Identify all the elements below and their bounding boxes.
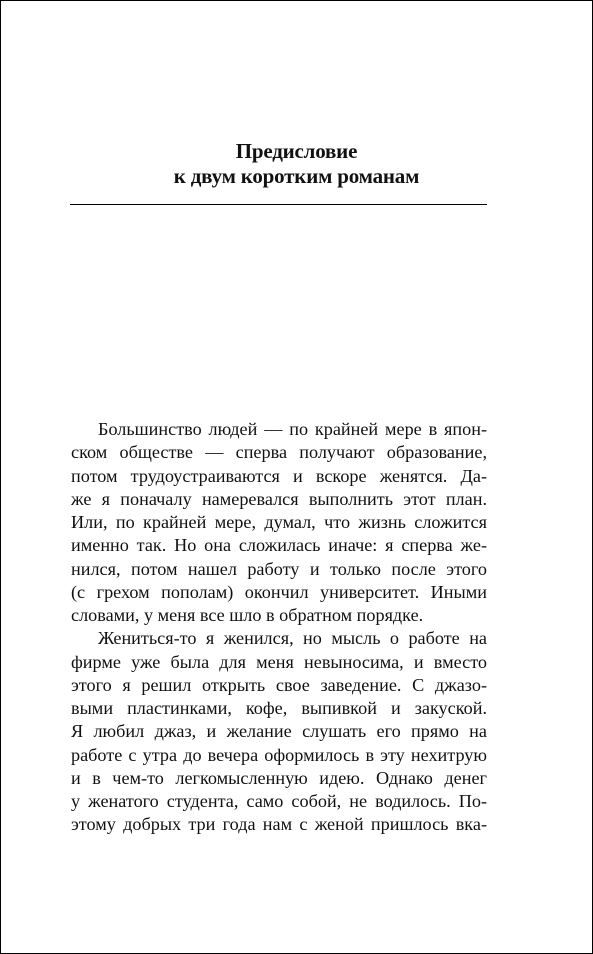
paragraph-2 (71, 627, 487, 836)
text-line: Жениться-то я женился, но мысль о работе на (98, 628, 487, 649)
text-line: именно так. Но она сложилась иначе: я сперва же- (71, 535, 487, 556)
text-line: Я любил джаз, и желание слушать его прямо на (71, 721, 487, 742)
paragraph-1 (71, 418, 487, 627)
text-line: Большинство людей — по крайней мере в япон- (98, 419, 487, 439)
text-line: у женатого студента, само собой, не водилось. По- (71, 791, 487, 811)
text-line: же я поначалу намеревался выполнить этот план. (71, 488, 487, 509)
text-line: потом трудоустраиваются и вскоре женятся. Да- (71, 465, 487, 486)
text-line: работе с утра до вечера оформилось в эту нехитрую (71, 744, 487, 765)
text-line: этому добрых три года нам с женой пришлось вка- (71, 814, 487, 835)
text-line: Или, по крайней мере, думал, что жизнь сложится (71, 512, 487, 532)
chapter-subtitle: к двум коротким романам (173, 164, 420, 188)
chapter-title: Предисловие (235, 139, 358, 163)
title-divider (70, 204, 487, 205)
text-line: (с грехом пополам) окончил университет. Иными (71, 581, 487, 602)
text-line: выми пластинками, кофе, выпивкой и закуской. (71, 698, 487, 718)
text-line: ском обществе — сперва получают образование, (71, 442, 487, 463)
text-line: словами, у меня все шло в обратном порядке. (71, 605, 424, 625)
text-line: и в чем-то легкомысленную идею. Однако денег (71, 767, 487, 788)
text-line: этого я решил открыть свое заведение. С джазо- (71, 674, 487, 695)
text-line: фирме уже была для меня невыносима, и вместо (71, 651, 487, 672)
body-text (71, 418, 487, 837)
text-line: нился, потом нашел работу и только после этого (71, 558, 487, 579)
